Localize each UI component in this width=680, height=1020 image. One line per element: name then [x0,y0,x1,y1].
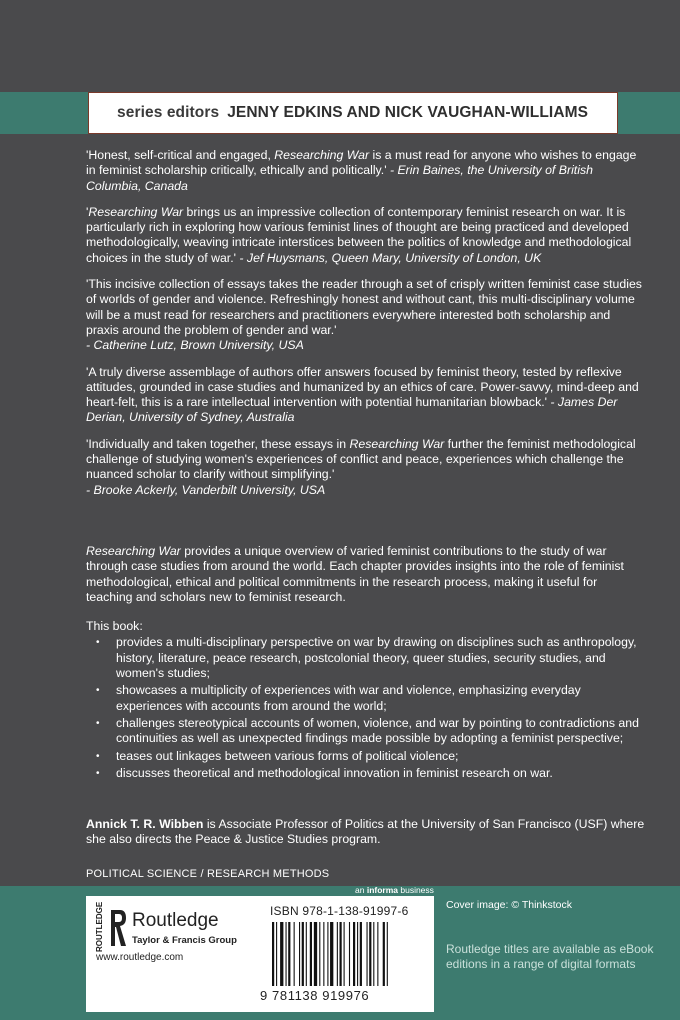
barcode-bar [299,922,300,986]
quote-text: ' [86,204,89,219]
this-book-heading: This book: [86,619,143,634]
quote-attribution: - Erin Baines, the University of British Columbia, Canada [86,163,593,193]
series-editors-names: JENNY EDKINS AND NICK VAUGHAN-WILLIAMS [227,104,589,121]
quote-attribution: - James Der Derian, University of Sydney, Australia [86,395,618,425]
ebook-availability-note: Routledge titles are available as eBook editions in a range of digital formats [446,942,654,972]
cover-image-credit: Cover image: © Thinkstock [446,899,573,911]
feature-list [86,635,646,781]
quote-text: 'A truly diverse assemblage of authors offer answers focused by feminist theory, tested by reflexive attitudes, grounded in case studies and humanized by an ethics of care. Power-savvy, mind-deep and heart-felt, this is a rare intellectual intervention with potential humanitarian blowback.' [86,364,639,410]
endorsement-quote [86,205,646,266]
barcode-digits: 9 781138 919976 [260,988,370,1003]
endorsement-quote [86,148,646,194]
quote-book-title: Researching War [88,204,184,219]
quote-text: further the feminist methodological challenge of studying women's experiences of conflict and peace, experiences which challenge the nuanced scholar to clarify without simplifying.' [86,436,636,482]
publisher-website[interactable]: www.routledge.com [96,952,184,963]
list-item: • challenges stereotypical accounts of women, violence, and war by pointing to contradictions and continuities as well as unexpected findings made possible by adopting a feminist perspective; [86,716,646,747]
book-description [86,544,646,783]
author-name: Annick T. R. Wibben [86,817,204,831]
barcode-bar [367,922,368,986]
barcode-bar [310,922,312,986]
publisher-name: Routledge [132,910,219,931]
quote-attribution: - Jef Huysmans, Queen Mary, University of London, UK [236,250,542,265]
list-item: • provides a multi-disciplinary perspective on war by drawing on disciplines such as anthropology, history, literature, peace research, postcolonial theory, queer studies, security studies, and women's studies; [86,635,646,681]
endorsement-quote [86,365,646,426]
barcode-bar [319,922,320,986]
barcode-bar [357,922,358,986]
routledge-logo [94,901,254,956]
informa-business-tag [355,885,434,895]
informa-prefix: an [355,885,367,895]
endorsement-quote [86,277,646,353]
barcode-bar [272,922,274,986]
barcode-bar [369,922,371,986]
barcode-bar [323,922,324,986]
barcode-bar [349,922,350,986]
logo-vertical-label: ROUTLEDGE [95,901,104,952]
quote-attribution: - Brooke Ackerly, Vanderbilt University, USA [86,482,326,497]
quote-book-title: Researching War [274,148,370,162]
barcode-bar [280,922,283,986]
list-item: • teases out linkages between various forms of political violence; [86,749,646,764]
list-item: • discusses theoretical and methodological innovation in feminist research on war. [86,766,646,781]
description-book-title: Researching War [86,544,181,558]
quote-text: is a must read for anyone who wishes to engage in feminist scholarship critically, ethically and politically.' [86,148,637,178]
logo-vertical-text [94,901,110,952]
quote-text: 'Individually and taken together, these essays in [86,436,350,451]
barcode-bar [302,922,304,986]
publisher-group: Taylor & Francis Group [132,935,237,946]
barcode-bar [276,922,277,986]
quote-text: 'Honest, self-critical and engaged, [86,148,275,162]
author-bio-text: is Associate Professor of Politics at the University of San Francisco (USF) where she also directs the Peace & Justice Studies program. [86,817,645,847]
informa-suffix: business [398,885,434,895]
series-editors-banner [88,92,618,134]
barcode-bar [344,922,345,986]
barcode-bar [377,922,378,986]
series-editors-label: series editors [117,104,220,121]
barcode-bar [383,922,385,986]
barcode-bar [387,922,388,986]
author-bio [86,817,646,848]
barcode-bar [294,922,295,986]
barcode-bar [288,922,290,986]
barcode-bar [330,922,333,986]
barcode-icon [270,922,426,986]
barcode-bar [286,922,287,986]
endorsement-quotes [86,148,646,509]
barcode-bar [360,922,362,986]
barcode-bar [340,922,342,986]
barcode-bar [306,922,307,986]
isbn-label: ISBN 978-1-138-91997-6 [270,904,409,918]
informa-brand: informa [366,885,398,895]
endorsement-quote [86,437,646,498]
description-text: provides a unique overview of varied feminist contributions to the study of war through case studies from around the world. Each chapter provides insights into the role of feminist methodological, ethical and political commitments in the research process, making it useful for teaching and scholars new to feminist research. [86,544,624,604]
barcode-bar [314,922,317,986]
quote-text: brings us an impressive collection of contemporary feminist research on war. It is particularly rich in exploring how various feminist lines of thought are being practiced and developed methodologically, weaving intricate interstices between the politics of knowledge and methodological choices in the study of war.' [86,204,632,265]
description-paragraph [86,544,646,605]
subject-category: POLITICAL SCIENCE / RESEARCH METHODS [86,868,330,880]
quote-text: 'This incisive collection of essays takes the reader through a set of crisply written feminist case studies of worlds of gender and violence. Refreshingly honest and without cant, this multi-disciplinary volume will be a must read for researchers and practitioners everywhere interested both scholarship and praxis around the problem of gender and war.' [86,277,642,337]
list-item: • showcases a multiplicity of experiences with war and violence, emphasizing everyday experiences with accounts from around the world; [86,683,646,714]
barcode-bar [327,922,328,986]
barcode-bar [373,922,374,986]
quote-attribution: - Catherine Lutz, Brown University, USA [86,338,304,353]
publisher-barcode-panel [86,896,434,1012]
routledge-r-icon [110,908,128,948]
quote-book-title: Researching War [349,436,445,451]
barcode-bar [353,922,355,986]
barcode-bar [337,922,338,986]
